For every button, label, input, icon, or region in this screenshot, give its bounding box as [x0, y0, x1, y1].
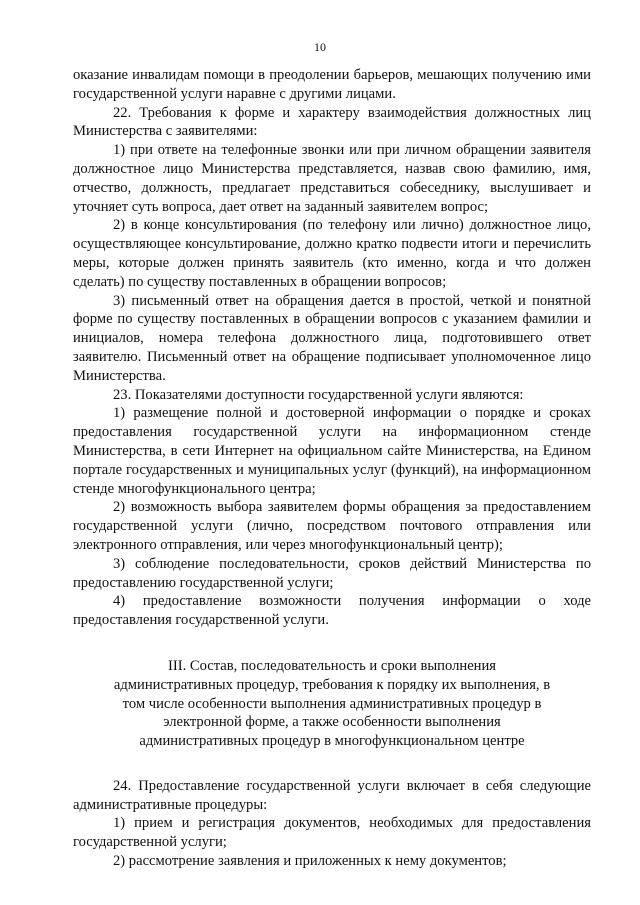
paragraph-continuation: оказание инвалидам помощи в преодолении барьеров, мешающих получению ими государственной услуги наравне с другими лицами.	[73, 67, 591, 102]
paragraph-23-item-3: 3) соблюдение последовательности, сроков действий Министерства по предоставлению государственной услуги;	[73, 555, 591, 591]
paragraph-22-title: 22. Требования к форме и характеру взаимодействия должностных лиц Министерства с заявителями:	[73, 104, 591, 140]
page-number: 10	[314, 40, 326, 54]
paragraph-24-item-2: 2) рассмотрение заявления и приложенных к нему документов;	[113, 853, 507, 870]
document-body	[73, 66, 591, 871]
paragraph-23-item-2: 2) возможность выбора заявителем формы обращения за предоставлением государственной услуги (лично, посредством почтового отправления или электронного отправления, или через многофункциональный центр);	[73, 499, 591, 553]
paragraph-24-title: 24. Предоставление государственной услуги включает в себя следующие административные процедуры:	[73, 777, 591, 813]
paragraph-22-item-1: 1) при ответе на телефонные звонки или при личном обращении заявителя должностное лицо Министерства представляется, назвав свою фамилию, имя, отчество, должность, предлагает представиться собеседнику, выслушивает и уточняет суть вопроса, дает ответ на заданный заявителем вопрос;	[73, 142, 591, 215]
section-heading: III. Состав, последовательность и сроки выполнения административных процедур, требования к порядку их выполнения, в том числе особенности выполнения административных процедур в электронной форме, а также особенности выполнения административных процедур в многофункциональном центре	[113, 657, 551, 750]
paragraph-23-item-1: 1) размещение полной и достоверной информации о порядке и сроках предоставления государственной услуги на информационном стенде Министерства, в сети Интернет на официальном сайте Министерства, на Едином портале государственных и муниципальных услуг (функций), на информационном стенде многофункционального центра;	[73, 405, 591, 497]
paragraph-24-item-1: 1) прием и регистрация документов, необходимых для предоставления государственной услуги;	[73, 815, 591, 851]
paragraph-22-item-3: 3) письменный ответ на обращения дается в простой, четкой и понятной форме по существу поставленных в обращении вопросов с указанием фамилии и инициалов, номера телефона должностного лица, подготовившего ответ заявителю. Письменный ответ на обращение подписывает уполномоченное лицо Министерства.	[73, 292, 591, 384]
paragraph-22-item-2: 2) в конце консультирования (по телефону или лично) должностное лицо, осуществляющее консультирование, должно кратко подвести итоги и перечислить меры, которые должен принять заявитель (кто именно, когда и что должен сделать) по существу поставленных в обращении вопросов;	[73, 217, 591, 290]
paragraph-23-title: 23. Показателями доступности государственной услуги являются:	[113, 386, 524, 403]
paragraph-23-item-4: 4) предоставление возможности получения информации о ходе предоставления государственной услуги.	[73, 593, 591, 629]
